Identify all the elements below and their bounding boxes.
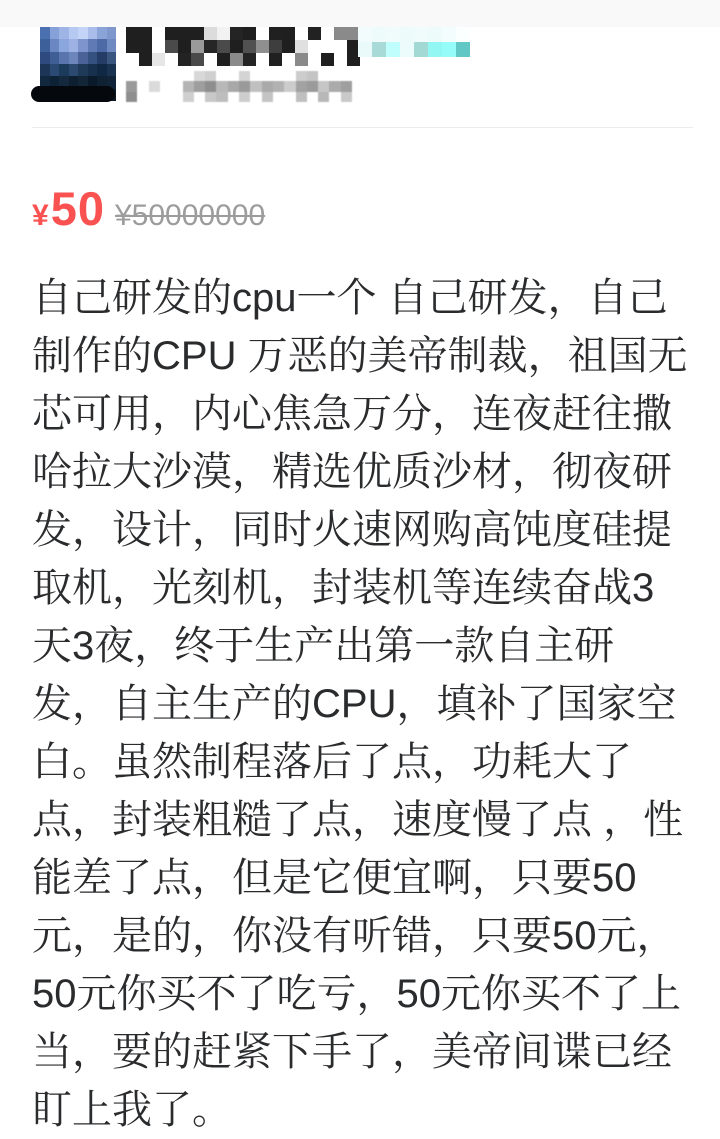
price-row [32, 181, 265, 236]
item-description: 自己研发的cpu一个 自己研发，自己制作的CPU 万恶的美帝制裁，祖国无芯可用，内心焦急万分，连夜赶往撒哈拉大沙漠，精选优质沙材，彻夜研发，设计，同时火速网购高饨度硅提取机，光刻机，封装机等连续奋战3天3夜，终于生产出第一款自主研发，自主生产的CPU，填补了国家空白。虽然制程落后了点，功耗大了点，封装粗糙了点，速度慢了点 ，性能差了点，但是它便宜啊，只要50元，是的，你没有听错，只要50元，50元你买不了吃亏，50元你买不了上当，要的赶紧下手了，美帝间谍已经盯上我了。 [32, 276, 688, 1132]
avatar-bottom-shape [31, 86, 115, 102]
price-original-strikethrough: ¥50000000 [114, 199, 266, 232]
price-current: 50 [50, 182, 105, 235]
status-bar-strip [0, 0, 720, 27]
blurred-username[interactable] [126, 27, 360, 66]
blurred-publish-info [126, 71, 352, 102]
header-divider [32, 127, 693, 128]
user-badges-blurred [358, 27, 470, 57]
price-currency-symbol: ¥ [32, 199, 49, 232]
